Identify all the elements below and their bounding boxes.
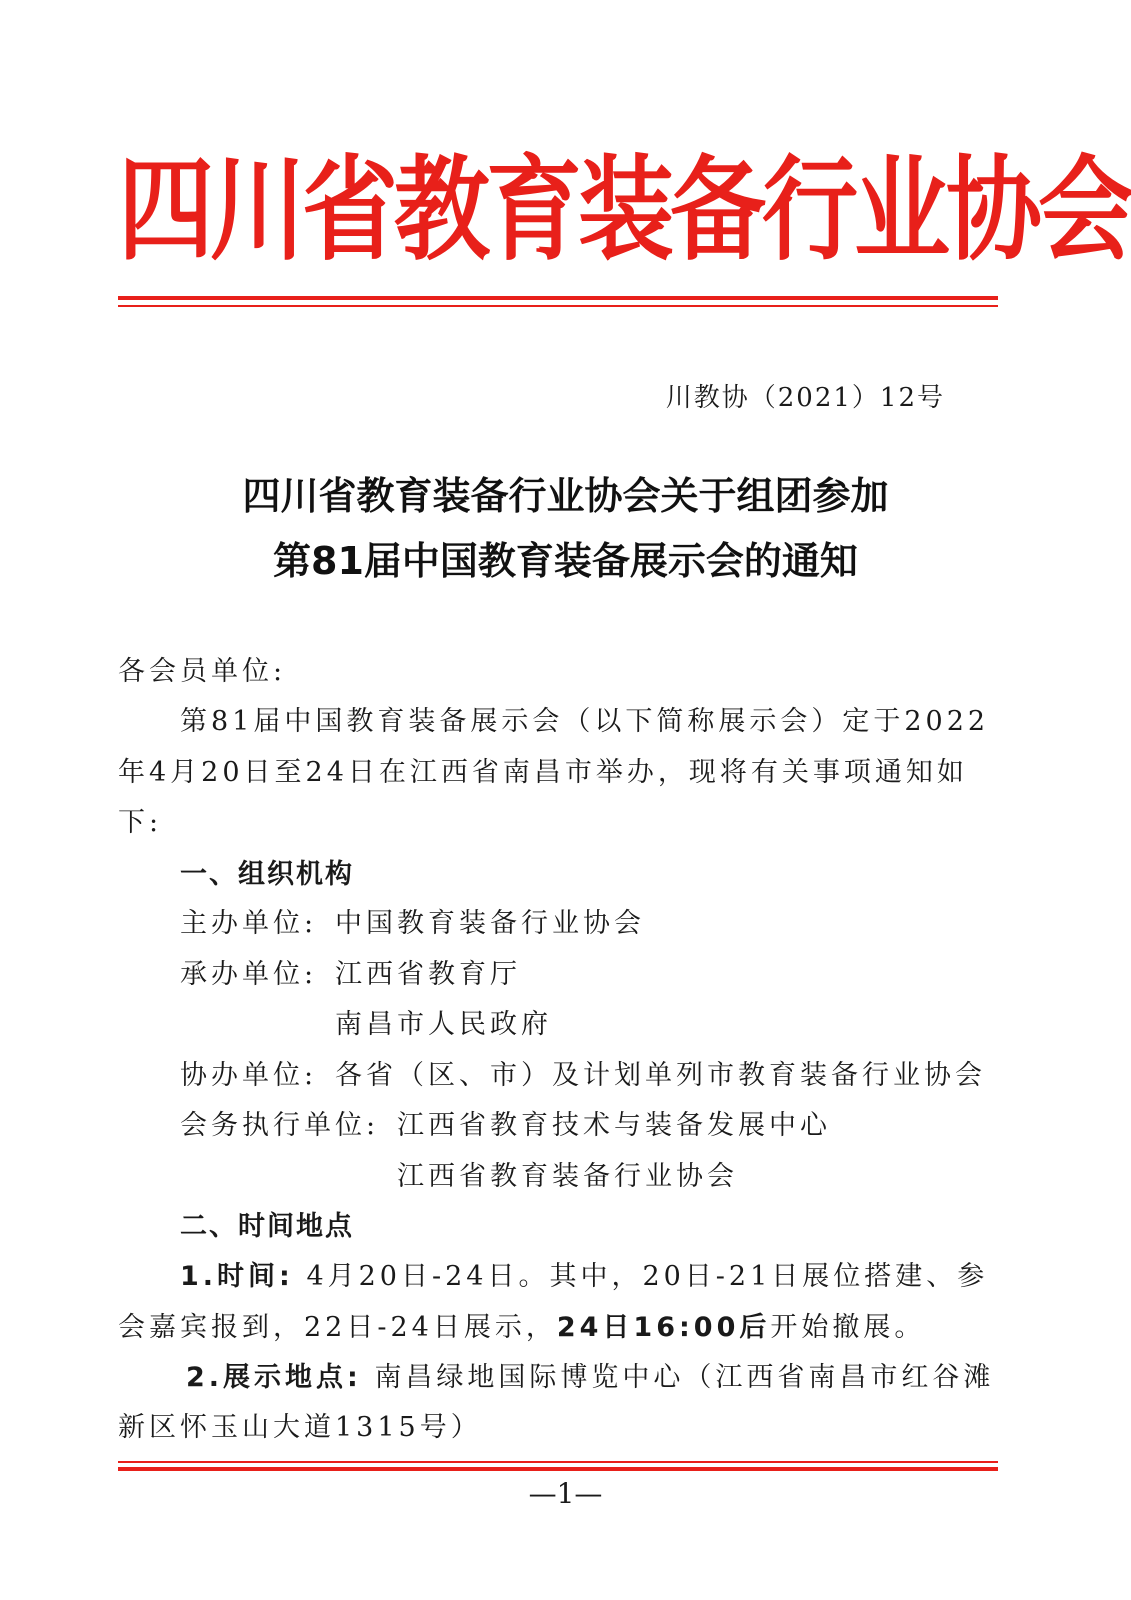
co-organizer-value: 各省（区、市）及计划单列市教育装备行业协会 xyxy=(335,1060,986,1091)
organizer-label: 承办单位: xyxy=(180,959,318,990)
venue-text-1: 南昌绿地国际博览中心（江西省南昌市红谷滩 xyxy=(374,1362,995,1393)
intro-paragraph-line-2: 年4月20日至24日在江西省南昌市举办，现将有关事项通知如 xyxy=(118,757,968,788)
time-text-2a: 会嘉宾报到，22日-24日展示， xyxy=(118,1312,557,1343)
footer-rule-thin xyxy=(118,1461,998,1463)
host-value: 中国教育装备行业协会 xyxy=(335,908,645,939)
co-organizer-label: 协办单位: xyxy=(180,1060,318,1091)
section-1-heading: 一、组织机构 xyxy=(180,859,354,890)
page-number: —1— xyxy=(528,1477,603,1510)
organizer-value-2: 南昌市人民政府 xyxy=(335,1009,552,1040)
section-2-heading: 二、时间地点 xyxy=(180,1211,354,1242)
intro-paragraph-line-1: 第81届中国教育装备展示会（以下简称展示会）定于2022 xyxy=(180,706,990,737)
document-number: 川教协（2021）12号 xyxy=(665,383,945,413)
footer-rule-thick xyxy=(118,1467,998,1471)
executor-label: 会务执行单位: xyxy=(180,1110,380,1141)
time-text-2c: 开始撤展。 xyxy=(770,1312,926,1343)
masthead-rule-thick xyxy=(118,296,998,300)
host-label: 主办单位: xyxy=(180,908,318,939)
time-line-1 xyxy=(180,1257,988,1297)
notice-title-line-1: 四川省教育装备行业协会关于组团参加 xyxy=(242,474,889,518)
venue-label: 2.展示地点: xyxy=(186,1362,362,1393)
time-line-2 xyxy=(118,1308,925,1348)
time-label: 1.时间: xyxy=(180,1261,294,1292)
teardown-time: 24日16:00后 xyxy=(556,1312,771,1343)
intro-paragraph-line-3: 下: xyxy=(118,807,163,838)
organization-masthead: 四川省教育装备行业协会 xyxy=(118,143,1130,277)
salutation: 各会员单位: xyxy=(118,656,287,687)
venue-line-2: 新区怀玉山大道1315号） xyxy=(118,1412,482,1443)
executor-value-1: 江西省教育技术与装备发展中心 xyxy=(397,1110,831,1141)
time-text-1: 4月20日-24日。其中，20日-21日展位搭建、参 xyxy=(306,1261,989,1292)
notice-title-line-2: 第81届中国教育装备展示会的通知 xyxy=(273,539,858,583)
venue-line-1 xyxy=(186,1358,994,1398)
masthead-rule-thin xyxy=(118,305,998,307)
organizer-value-1: 江西省教育厅 xyxy=(335,959,521,990)
executor-value-2: 江西省教育装备行业协会 xyxy=(397,1161,738,1192)
